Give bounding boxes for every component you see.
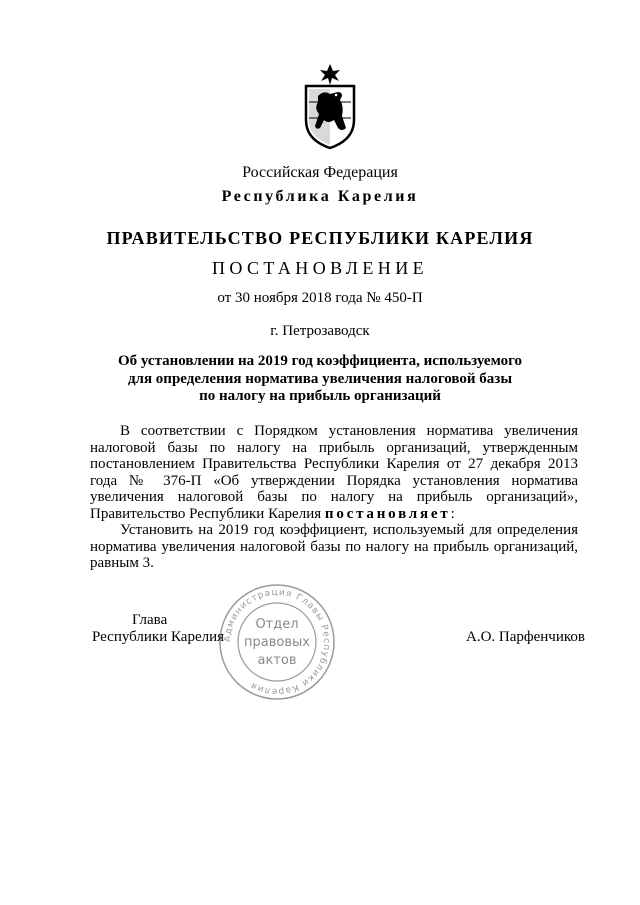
republic-name: Республика Карелия: [221, 188, 419, 205]
resolves-word: постановляет: [324, 505, 451, 522]
body-paragraph-1: [90, 423, 578, 522]
body-paragraph-1-text: В соответствии с Порядком установления норматива увеличения налоговой базы по налогу на прибыль организаций, утвержденным постановлением Правительства Республики Карелия от 27 декабря 2013 года № 376-П «Об утверждении Порядка установления норматива увеличения налоговой базы по налогу на прибыль организаций», Правительство Республики Карелия: [90, 423, 578, 522]
body-paragraph-2: Установить на 2019 год коэффициент, используемый для определения норматива увеличения налоговой базы по налогу на прибыль организаций, равным 3.: [90, 522, 578, 571]
document-city: г. Петрозаводск: [270, 323, 370, 339]
coat-of-arms-icon: [296, 62, 364, 150]
stamp-line: Отдел: [255, 617, 299, 632]
title-line: для определения норматива увеличения налоговой базы: [127, 370, 513, 387]
signatory-name: А.О. Парфенчиков: [466, 629, 585, 645]
document-type: ПОСТАНОВЛЕНИЕ: [211, 258, 429, 278]
stamp-ring-text: Администрация Главы Республики Карелия: [222, 587, 332, 697]
document-date-number: от 30 ноября 2018 года № 450-П: [217, 290, 423, 306]
title-line: по налогу на прибыль организаций: [199, 388, 441, 404]
document-title: [0, 353, 640, 406]
stamp-seal: [217, 582, 337, 702]
stamp-line: правовых: [244, 635, 310, 650]
stamp-line: актов: [257, 653, 297, 668]
country-name: Российская Федерация: [242, 164, 398, 181]
document-body: [90, 423, 578, 572]
signatory-position-line: Глава: [132, 612, 168, 628]
signatory-position-line: Республики Карелия: [92, 629, 225, 645]
government-name: ПРАВИТЕЛЬСТВО РЕСПУБЛИКИ КАРЕЛИЯ: [106, 228, 534, 248]
title-line: Об установлении на 2019 год коэффициента, используемого: [117, 353, 523, 369]
signatory-position: [92, 612, 224, 646]
colon: :: [450, 505, 455, 522]
